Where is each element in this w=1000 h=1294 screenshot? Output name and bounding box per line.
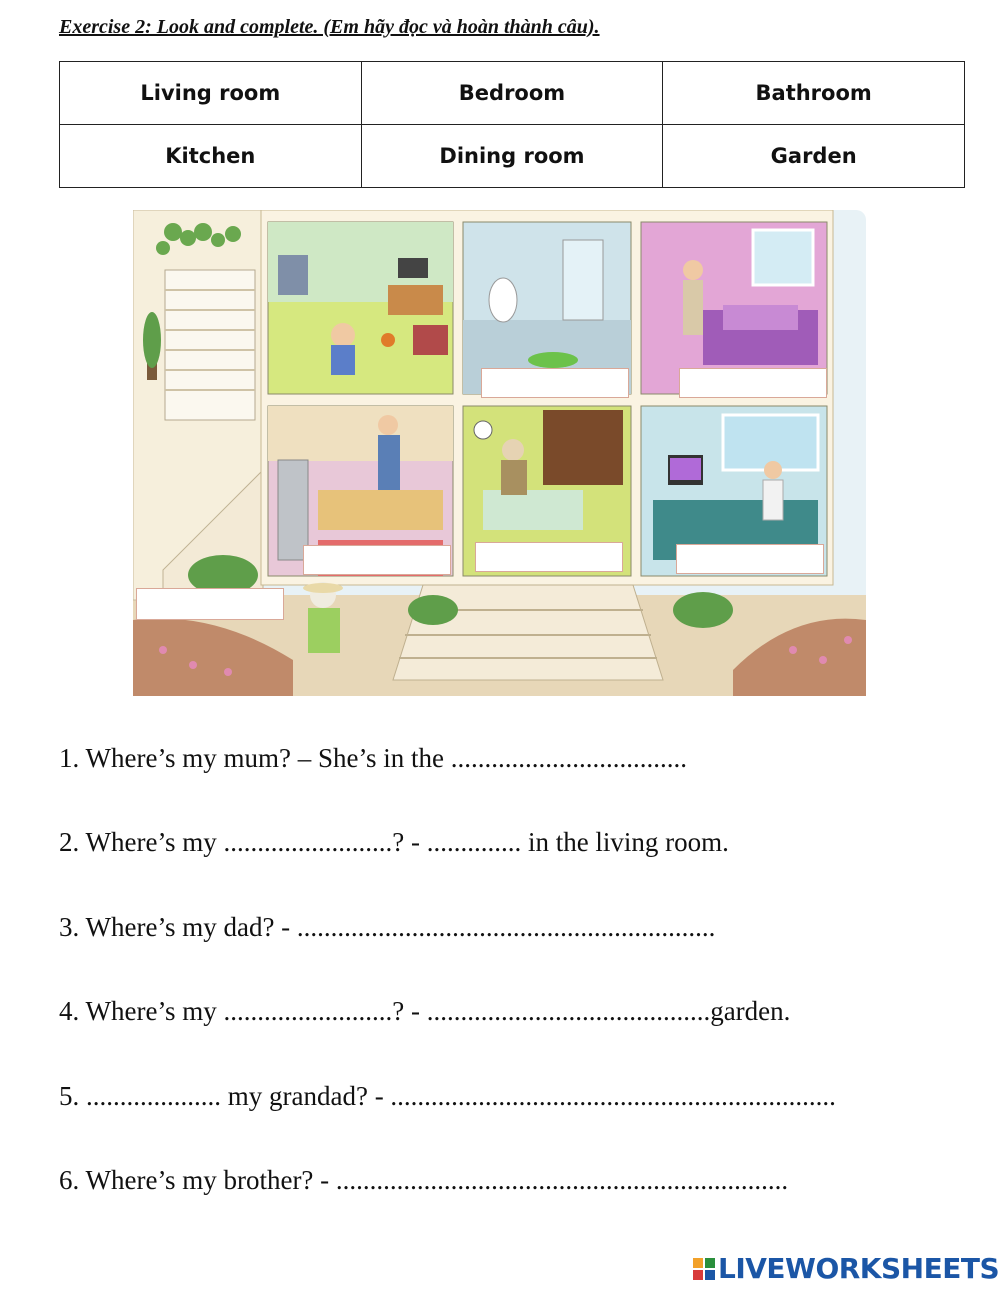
word-bank-row: [60, 125, 965, 188]
liveworksheets-logo: [693, 1252, 999, 1285]
label-box-bedroom[interactable]: [679, 368, 827, 398]
label-box-bathroom[interactable]: [481, 368, 629, 398]
label-input[interactable]: [482, 369, 628, 397]
question-5: 5. .................... my grandad? - ..................................................................: [59, 1081, 836, 1111]
brand-name: LIVEWORKSHEETS: [718, 1252, 1000, 1285]
question-6: 6. Where’s my brother? - ...................................................................: [59, 1165, 789, 1195]
label-input[interactable]: [677, 545, 823, 573]
liveworksheets-logo-icon: [693, 1258, 715, 1280]
word-kitchen: Kitchen: [60, 125, 362, 188]
label-box-garden[interactable]: [136, 588, 284, 620]
label-box-dining-room[interactable]: [475, 542, 623, 572]
word-bedroom: Bedroom: [361, 62, 663, 125]
question-1: 1. Where’s my mum? – She’s in the ...................................: [59, 743, 687, 773]
word-bank-table: [59, 61, 965, 188]
word-bank-row: [60, 62, 965, 125]
question-2: 2. Where’s my .........................? - .............. in the living room.: [59, 827, 729, 857]
word-dining-room: Dining room: [361, 125, 663, 188]
label-input[interactable]: [137, 589, 283, 619]
label-box-living-room[interactable]: [676, 544, 824, 574]
label-input[interactable]: [304, 546, 450, 574]
label-input[interactable]: [476, 543, 622, 571]
house-cutaway-image: [133, 210, 866, 696]
word-living-room: Living room: [60, 62, 362, 125]
question-4: 4. Where’s my .........................? - ..........................................garden.: [59, 996, 791, 1026]
label-box-kitchen[interactable]: [303, 545, 451, 575]
word-bathroom: Bathroom: [663, 62, 965, 125]
word-garden: Garden: [663, 125, 965, 188]
label-input[interactable]: [680, 369, 826, 397]
house-illustration: [133, 210, 866, 696]
question-3: 3. Where’s my dad? - ..............................................................: [59, 912, 716, 942]
exercise-title: Exercise 2: Look and complete. (Em hãy đọc và hoàn thành câu).: [59, 16, 600, 38]
